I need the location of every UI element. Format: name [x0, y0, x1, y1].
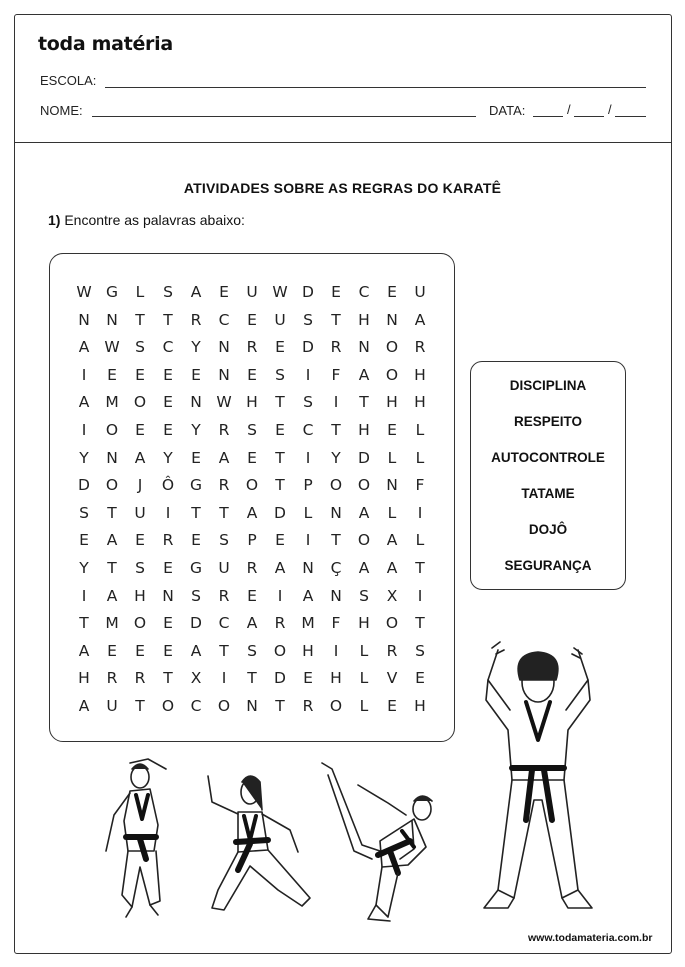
grid-letter[interactable]: L — [359, 696, 369, 715]
date-separator: / — [608, 102, 612, 117]
grid-letter[interactable]: P — [303, 476, 313, 495]
word-list-item: DISCIPLINA — [509, 378, 587, 393]
school-field[interactable] — [105, 87, 646, 88]
grid-letter[interactable]: R — [302, 696, 314, 715]
grid-letter[interactable]: L — [415, 448, 425, 467]
grid-letter[interactable]: A — [78, 641, 90, 660]
grid-letter[interactable]: O — [105, 476, 119, 495]
grid-letter[interactable]: E — [191, 448, 201, 467]
grid-letter[interactable]: R — [134, 669, 146, 688]
grid-letter[interactable]: H — [386, 393, 398, 412]
word-list-item: TATAME — [521, 486, 575, 501]
grid-letter[interactable]: I — [417, 586, 423, 605]
grid-letter[interactable]: A — [274, 558, 286, 577]
grid-letter[interactable]: T — [331, 420, 341, 439]
grid-letter[interactable]: Y — [79, 448, 89, 467]
grid-letter[interactable]: V — [386, 669, 398, 688]
grid-letter[interactable]: T — [107, 503, 117, 522]
grid-letter[interactable]: I — [221, 669, 227, 688]
grid-letter[interactable]: F — [331, 365, 341, 384]
grid-letter[interactable]: E — [387, 283, 397, 301]
grid-letter[interactable]: L — [387, 448, 397, 467]
grid-letter[interactable]: R — [162, 531, 174, 550]
grid-letter[interactable]: O — [329, 696, 343, 715]
grid-letter[interactable]: E — [135, 365, 145, 384]
grid-letter[interactable]: E — [387, 420, 397, 439]
grid-letter[interactable]: N — [358, 338, 370, 357]
grid-letter[interactable]: Y — [331, 448, 341, 467]
grid-letter[interactable]: L — [415, 420, 425, 439]
question-number: 1) — [48, 212, 61, 228]
grid-letter[interactable]: T — [415, 614, 425, 633]
grid-letter[interactable]: A — [358, 558, 370, 577]
date-month-field[interactable] — [574, 116, 604, 117]
grid-letter[interactable]: X — [386, 586, 398, 605]
grid-letter[interactable]: A — [106, 531, 118, 550]
grid-letter[interactable]: N — [162, 586, 174, 605]
grid-letter[interactable]: O — [357, 476, 371, 495]
grid-letter[interactable]: E — [331, 283, 341, 301]
grid-letter[interactable]: E — [303, 669, 313, 688]
grid-letter[interactable]: W — [76, 283, 92, 301]
grid-letter[interactable]: S — [303, 393, 313, 412]
grid-letter[interactable]: O — [161, 696, 175, 715]
grid-letter[interactable]: H — [414, 696, 426, 715]
grid-letter[interactable]: G — [189, 558, 202, 577]
grid-letter[interactable]: T — [415, 558, 425, 577]
grid-letter[interactable]: W — [272, 283, 288, 301]
grid-letter[interactable]: A — [246, 614, 258, 633]
grid-letter[interactable]: N — [78, 310, 90, 329]
grid-letter[interactable]: O — [105, 420, 119, 439]
grid-letter[interactable]: W — [104, 338, 120, 357]
grid-letter[interactable]: O — [133, 614, 147, 633]
karateka-guard-illustration — [468, 640, 608, 920]
grid-letter[interactable]: T — [331, 531, 341, 550]
word-list-item: DOJÔ — [528, 522, 568, 537]
grid-letter[interactable]: E — [135, 420, 145, 439]
grid-letter[interactable]: A — [78, 393, 90, 412]
grid-letter[interactable]: U — [134, 503, 146, 522]
grid-letter[interactable]: D — [274, 669, 286, 688]
grid-letter[interactable]: I — [417, 503, 423, 522]
grid-letter[interactable]: N — [106, 310, 118, 329]
grid-letter[interactable]: I — [305, 531, 311, 550]
grid-letter[interactable]: T — [359, 393, 369, 412]
grid-letter[interactable]: E — [275, 338, 285, 357]
grid-letter[interactable]: S — [247, 641, 257, 660]
school-label: ESCOLA: — [40, 73, 97, 88]
grid-letter[interactable]: A — [134, 448, 146, 467]
grid-letter[interactable]: T — [275, 393, 285, 412]
grid-letter[interactable]: E — [415, 669, 425, 688]
grid-letter[interactable]: O — [357, 531, 371, 550]
grid-letter[interactable]: T — [219, 503, 229, 522]
grid-letter[interactable]: R — [106, 669, 118, 688]
name-field[interactable] — [92, 116, 476, 117]
grid-letter[interactable]: U — [106, 696, 118, 715]
grid-letter[interactable]: C — [190, 696, 202, 715]
grid-letter[interactable]: S — [247, 420, 257, 439]
grid-letter[interactable]: E — [163, 558, 173, 577]
grid-letter[interactable]: N — [218, 365, 230, 384]
grid-letter[interactable]: C — [358, 283, 370, 301]
grid-letter[interactable]: I — [277, 586, 283, 605]
grid-letter[interactable]: E — [135, 641, 145, 660]
grid-letter[interactable]: O — [217, 696, 231, 715]
grid-letter[interactable]: E — [163, 393, 173, 412]
grid-letter[interactable]: H — [414, 365, 426, 384]
karateka-pose-1-illustration — [100, 755, 180, 920]
grid-letter[interactable]: E — [191, 531, 201, 550]
name-label: NOME: — [40, 103, 83, 118]
question-text: Encontre as palavras abaixo: — [64, 212, 245, 228]
grid-letter[interactable]: T — [247, 669, 257, 688]
grid-letter[interactable]: E — [387, 696, 397, 715]
grid-letter[interactable]: A — [302, 586, 314, 605]
grid-letter[interactable]: S — [79, 503, 89, 522]
grid-letter[interactable]: A — [386, 558, 398, 577]
grid-letter[interactable]: R — [218, 476, 230, 495]
grid-letter[interactable]: Y — [163, 448, 173, 467]
grid-letter[interactable]: E — [163, 420, 173, 439]
grid-letter[interactable]: S — [135, 338, 145, 357]
grid-letter[interactable]: T — [107, 558, 117, 577]
grid-letter[interactable]: P — [247, 531, 257, 550]
grid-letter[interactable]: R — [274, 614, 286, 633]
grid-letter[interactable]: T — [275, 696, 285, 715]
grid-letter[interactable]: C — [218, 310, 230, 329]
grid-letter[interactable]: N — [106, 448, 118, 467]
grid-letter[interactable]: H — [358, 614, 370, 633]
brand-logo: toda matéria — [38, 33, 173, 55]
word-list-item: SEGURANÇA — [504, 558, 592, 573]
grid-letter[interactable]: L — [359, 669, 369, 688]
worksheet-title: ATIVIDADES SOBRE AS REGRAS DO KARATÊ — [183, 180, 502, 196]
grid-letter[interactable]: A — [190, 641, 202, 660]
grid-letter[interactable]: N — [218, 338, 230, 357]
grid-letter[interactable]: T — [275, 448, 285, 467]
word-list-item: RESPEITO — [513, 414, 583, 429]
grid-letter[interactable]: Y — [191, 338, 201, 357]
grid-letter[interactable]: N — [330, 503, 342, 522]
grid-letter[interactable]: R — [218, 420, 230, 439]
grid-letter[interactable]: E — [107, 365, 117, 384]
grid-letter[interactable]: I — [305, 365, 311, 384]
grid-letter[interactable]: X — [190, 669, 202, 688]
grid-letter[interactable]: W — [216, 393, 232, 412]
grid-letter[interactable]: M — [105, 393, 119, 412]
grid-letter[interactable]: M — [105, 614, 119, 633]
grid-letter[interactable]: E — [163, 614, 173, 633]
grid-letter[interactable]: E — [135, 531, 145, 550]
grid-letter[interactable]: R — [386, 641, 398, 660]
grid-letter[interactable]: A — [246, 503, 258, 522]
grid-letter[interactable]: L — [359, 641, 369, 660]
grid-letter[interactable]: I — [333, 641, 339, 660]
date-separator: / — [567, 102, 571, 117]
grid-letter[interactable]: A — [106, 586, 118, 605]
grid-letter[interactable]: L — [135, 283, 145, 301]
grid-letter[interactable]: U — [218, 558, 230, 577]
grid-letter[interactable]: O — [385, 365, 399, 384]
grid-letter[interactable]: N — [386, 310, 398, 329]
grid-letter[interactable]: I — [81, 586, 87, 605]
grid-letter[interactable]: E — [247, 365, 257, 384]
date-label: DATA: — [489, 103, 526, 118]
grid-letter[interactable]: A — [218, 448, 230, 467]
grid-letter[interactable]: T — [331, 310, 341, 329]
grid-letter[interactable]: D — [302, 338, 314, 357]
grid-letter[interactable]: S — [415, 641, 425, 660]
grid-letter[interactable]: I — [81, 365, 87, 384]
grid-letter[interactable]: R — [246, 338, 258, 357]
grid-letter[interactable]: A — [358, 503, 370, 522]
grid-letter[interactable]: S — [219, 531, 229, 550]
grid-letter[interactable]: G — [189, 476, 202, 495]
grid-letter[interactable]: E — [247, 448, 257, 467]
grid-letter[interactable]: H — [358, 420, 370, 439]
grid-letter[interactable]: D — [274, 503, 286, 522]
grid-letter[interactable]: E — [219, 283, 229, 301]
grid-letter[interactable]: H — [330, 669, 342, 688]
grid-letter[interactable]: L — [303, 503, 313, 522]
grid-letter[interactable]: J — [137, 476, 143, 495]
grid-letter[interactable]: N — [330, 586, 342, 605]
grid-letter[interactable]: E — [275, 531, 285, 550]
grid-letter[interactable]: R — [330, 338, 342, 357]
grid-letter[interactable]: T — [135, 696, 145, 715]
grid-letter[interactable]: H — [78, 669, 90, 688]
grid-letter[interactable]: A — [78, 696, 90, 715]
grid-letter[interactable]: E — [247, 586, 257, 605]
grid-letter[interactable]: L — [387, 503, 397, 522]
grid-letter[interactable]: R — [246, 558, 258, 577]
grid-letter[interactable]: N — [386, 476, 398, 495]
grid-letter[interactable]: E — [191, 365, 201, 384]
grid-letter[interactable]: L — [415, 531, 425, 550]
grid-letter[interactable]: T — [163, 669, 173, 688]
grid-letter[interactable]: Y — [79, 558, 89, 577]
grid-letter[interactable]: O — [385, 614, 399, 633]
grid-letter[interactable]: A — [414, 310, 426, 329]
grid-letter[interactable]: S — [359, 586, 369, 605]
karateka-pose-2-illustration — [198, 770, 318, 920]
word-list-item: AUTOCONTROLE — [491, 450, 605, 465]
grid-letter[interactable]: G — [105, 283, 118, 301]
grid-letter[interactable]: C — [218, 614, 230, 633]
grid-letter[interactable]: E — [163, 365, 173, 384]
grid-letter[interactable]: S — [163, 283, 173, 301]
grid-letter[interactable]: N — [190, 393, 202, 412]
grid-letter[interactable]: C — [162, 338, 174, 357]
word-list-box — [470, 361, 626, 590]
grid-letter[interactable]: Ç — [330, 558, 342, 577]
grid-letter[interactable]: D — [302, 283, 314, 301]
grid-letter[interactable]: H — [134, 586, 146, 605]
grid-letter[interactable]: T — [135, 310, 145, 329]
grid-letter[interactable]: T — [163, 310, 173, 329]
grid-letter[interactable]: T — [219, 641, 229, 660]
website-url: www.todamateria.com.br — [528, 932, 653, 944]
date-day-field[interactable] — [533, 116, 563, 117]
question-1 — [48, 212, 245, 228]
grid-letter[interactable]: E — [107, 641, 117, 660]
grid-letter[interactable]: T — [275, 476, 285, 495]
grid-letter[interactable]: Ô — [161, 476, 175, 495]
grid-letter[interactable]: F — [331, 614, 341, 633]
grid-letter[interactable]: T — [191, 503, 201, 522]
grid-letter[interactable]: H — [246, 393, 258, 412]
grid-letter[interactable]: M — [301, 614, 315, 633]
word-search-grid — [70, 279, 434, 721]
grid-letter[interactable]: I — [333, 393, 339, 412]
grid-letter[interactable]: I — [305, 448, 311, 467]
grid-letter[interactable]: A — [78, 338, 90, 357]
grid-letter[interactable]: R — [414, 338, 426, 357]
grid-letter[interactable]: S — [135, 558, 145, 577]
grid-letter[interactable]: O — [245, 476, 259, 495]
grid-letter[interactable]: R — [190, 310, 202, 329]
grid-letter[interactable]: N — [246, 696, 258, 715]
grid-letter[interactable]: D — [358, 448, 370, 467]
header-divider — [14, 142, 672, 143]
grid-letter[interactable]: E — [79, 531, 89, 550]
grid-letter[interactable]: Y — [191, 420, 201, 439]
grid-letter[interactable]: H — [302, 641, 314, 660]
grid-letter[interactable]: E — [163, 641, 173, 660]
grid-letter[interactable]: H — [414, 393, 426, 412]
grid-letter[interactable]: A — [358, 365, 370, 384]
grid-letter[interactable]: O — [273, 641, 287, 660]
grid-letter[interactable]: T — [79, 614, 89, 633]
grid-letter[interactable]: F — [415, 476, 425, 495]
grid-letter[interactable]: H — [358, 310, 370, 329]
grid-letter[interactable]: O — [329, 476, 343, 495]
grid-letter[interactable]: E — [275, 420, 285, 439]
grid-letter[interactable]: S — [303, 310, 313, 329]
grid-letter[interactable]: S — [191, 586, 201, 605]
grid-letter[interactable]: U — [274, 310, 286, 329]
grid-letter[interactable]: A — [190, 283, 202, 301]
grid-letter[interactable]: A — [386, 531, 398, 550]
grid-letter[interactable]: S — [275, 365, 285, 384]
grid-letter[interactable]: U — [246, 283, 258, 301]
grid-letter[interactable]: O — [133, 393, 147, 412]
grid-letter[interactable]: C — [302, 420, 314, 439]
karateka-kick-illustration — [318, 755, 438, 925]
grid-letter[interactable]: N — [302, 558, 314, 577]
grid-letter[interactable]: D — [78, 476, 90, 495]
grid-letter[interactable]: R — [218, 586, 230, 605]
grid-letter[interactable]: D — [190, 614, 202, 633]
grid-letter[interactable]: O — [385, 338, 399, 357]
grid-letter[interactable]: I — [81, 420, 87, 439]
grid-letter[interactable]: I — [165, 503, 171, 522]
grid-letter[interactable]: U — [414, 283, 426, 301]
grid-letter[interactable]: E — [247, 310, 257, 329]
date-year-field[interactable] — [615, 116, 646, 117]
